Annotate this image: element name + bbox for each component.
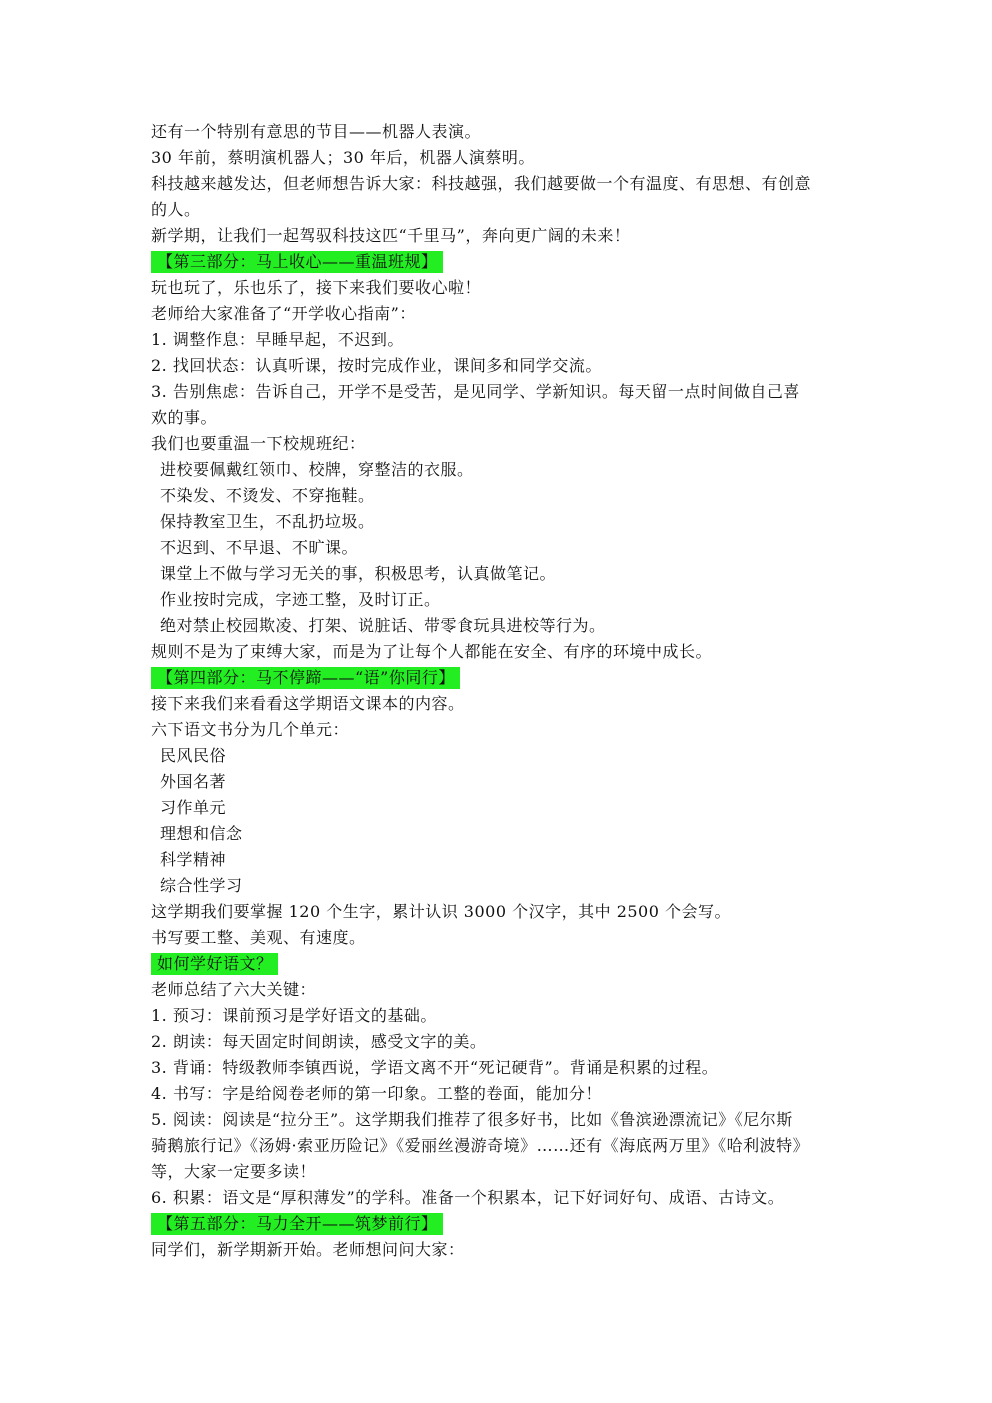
document-body	[151, 119, 851, 1263]
line-text: 等，大家一定要多读！	[151, 1162, 317, 1181]
text-line	[151, 925, 851, 951]
text-line	[151, 119, 851, 145]
text-line	[151, 431, 851, 457]
line-text: 不迟到、不早退、不旷课。	[160, 538, 359, 557]
line-text: 3. 告别焦虑：告诉自己，开学不是受苦，是见同学、学新知识。每天留一点时间做自己喜	[151, 382, 800, 401]
line-text: 课堂上不做与学习无关的事，积极思考，认真做笔记。	[160, 564, 557, 583]
line-text: 4. 书写：字是给阅卷老师的第一印象。工整的卷面，能加分！	[151, 1084, 602, 1103]
section-heading: 【第四部分：马不停蹄——“语”你同行】	[151, 667, 460, 689]
rule-list-item	[151, 509, 851, 535]
line-text: 科学精神	[160, 850, 227, 869]
line-text: 1. 调整作息：早睡早起，不迟到。	[151, 330, 404, 349]
section-heading-line	[151, 951, 851, 977]
rule-list-item	[151, 587, 851, 613]
text-line	[151, 405, 851, 431]
text-line	[151, 223, 851, 249]
line-text: 理想和信念	[160, 824, 243, 843]
text-line	[151, 197, 851, 223]
text-line	[151, 1055, 851, 1081]
text-line	[151, 717, 851, 743]
line-text: 的人。	[151, 200, 201, 219]
line-text: 这学期我们要掌握 120 个生字，累计认识 3000 个汉字，其中 2500 个会写。	[151, 902, 731, 921]
line-text: 习作单元	[160, 798, 227, 817]
text-line	[151, 301, 851, 327]
line-text: 绝对禁止校园欺凌、打架、说脏话、带零食玩具进校等行为。	[160, 616, 606, 635]
text-line	[151, 899, 851, 925]
text-line	[151, 1133, 851, 1159]
section-heading: 【第五部分：马力全开——筑梦前行】	[151, 1213, 443, 1235]
text-line	[151, 327, 851, 353]
line-text: 保持教室卫生，不乱扔垃圾。	[160, 512, 375, 531]
line-text: 30 年前，蔡明演机器人；30 年后，机器人演蔡明。	[151, 148, 535, 167]
line-text: 我们也要重温一下校规班纪：	[151, 434, 366, 453]
line-text: 作业按时完成，字迹工整，及时订正。	[160, 590, 441, 609]
text-line	[151, 1185, 851, 1211]
line-text: 5. 阅读：阅读是“拉分王”。这学期我们推荐了很多好书，比如《鲁滨逊漂流记》《尼尔斯	[151, 1110, 793, 1129]
text-line	[151, 353, 851, 379]
line-text: 接下来我们来看看这学期语文课本的内容。	[151, 694, 465, 713]
text-line	[151, 145, 851, 171]
section-heading-line	[151, 249, 851, 275]
text-line	[151, 1003, 851, 1029]
text-line	[151, 1029, 851, 1055]
line-text: 2. 朗读：每天固定时间朗读，感受文字的美。	[151, 1032, 487, 1051]
section-heading-line	[151, 665, 851, 691]
line-text: 还有一个特别有意思的节目——机器人表演。	[151, 122, 482, 141]
line-text: 3. 背诵：特级教师李镇西说，学语文离不开“死记硬背”。背诵是积累的过程。	[151, 1058, 719, 1077]
line-text: 新学期，让我们一起驾驭科技这匹“千里马”，奔向更广阔的未来！	[151, 226, 631, 245]
rule-list-item	[151, 613, 851, 639]
text-line	[151, 1081, 851, 1107]
line-text: 2. 找回状态：认真听课，按时完成作业，课间多和同学交流。	[151, 356, 602, 375]
line-text: 1. 预习：课前预习是学好语文的基础。	[151, 1006, 437, 1025]
text-line	[151, 379, 851, 405]
line-text: 外国名著	[160, 772, 227, 791]
line-text: 民风民俗	[160, 746, 227, 765]
rule-list-item	[151, 821, 851, 847]
section-heading: 如何学好语文？	[151, 953, 278, 975]
text-line	[151, 1107, 851, 1133]
line-text: 进校要佩戴红领巾、校牌，穿整洁的衣服。	[160, 460, 474, 479]
line-text: 科技越来越发达，但老师想告诉大家：科技越强，我们越要做一个有温度、有思想、有创意	[151, 174, 812, 193]
text-line	[151, 691, 851, 717]
rule-list-item	[151, 847, 851, 873]
rule-list-item	[151, 457, 851, 483]
line-text: 骑鹅旅行记》《汤姆·索亚历险记》《爱丽丝漫游奇境》……还有《海底两万里》《哈利波特》	[151, 1136, 810, 1155]
line-text: 老师总结了六大关键：	[151, 980, 317, 999]
text-line	[151, 639, 851, 665]
line-text: 规则不是为了束缚大家，而是为了让每个人都能在安全、有序的环境中成长。	[151, 642, 713, 661]
text-line	[151, 1237, 851, 1263]
line-text: 六下语文书分为几个单元：	[151, 720, 350, 739]
line-text: 老师给大家准备了“开学收心指南”：	[151, 304, 416, 323]
text-line	[151, 1159, 851, 1185]
text-line	[151, 977, 851, 1003]
line-text: 欢的事。	[151, 408, 218, 427]
section-heading: 【第三部分：马上收心——重温班规】	[151, 251, 443, 273]
section-heading-line	[151, 1211, 851, 1237]
line-text: 玩也玩了，乐也乐了，接下来我们要收心啦！	[151, 278, 482, 297]
rule-list-item	[151, 795, 851, 821]
line-text: 同学们，新学期新开始。老师想问问大家：	[151, 1240, 465, 1259]
text-line	[151, 275, 851, 301]
line-text: 6. 积累：语文是“厚积薄发”的学科。准备一个积累本，记下好词好句、成语、古诗文。	[151, 1188, 785, 1207]
rule-list-item	[151, 769, 851, 795]
rule-list-item	[151, 535, 851, 561]
text-line	[151, 171, 851, 197]
line-text: 综合性学习	[160, 876, 243, 895]
line-text: 书写要工整、美观、有速度。	[151, 928, 366, 947]
rule-list-item	[151, 743, 851, 769]
rule-list-item	[151, 483, 851, 509]
rule-list-item	[151, 561, 851, 587]
rule-list-item	[151, 873, 851, 899]
line-text: 不染发、不烫发、不穿拖鞋。	[160, 486, 375, 505]
